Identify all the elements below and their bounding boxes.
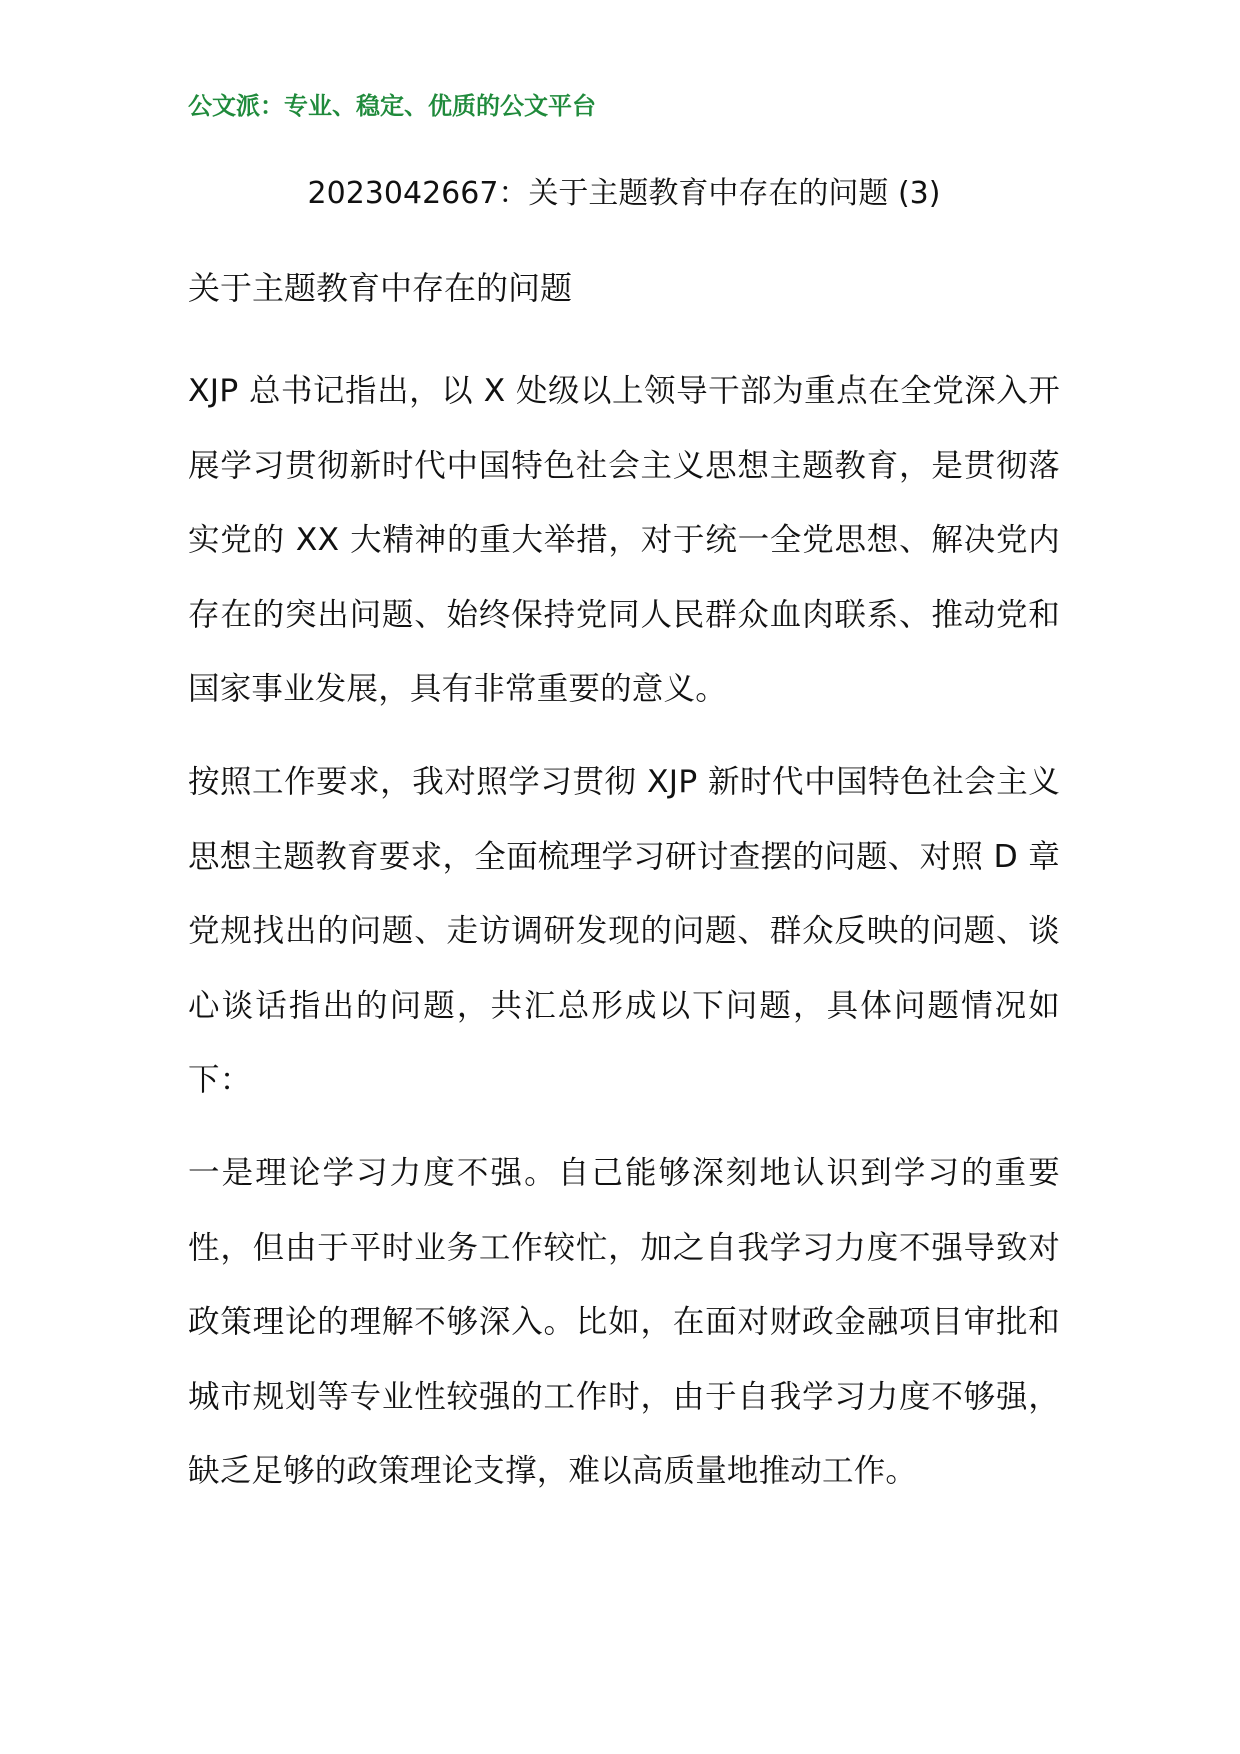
paragraph: 一是理论学习力度不强。自己能够深刻地认识到学习的重要性，但由于平时业务工作较忙，加之自我学习力度不强导致对政策理论的理解不够深入。比如，在面对财政金融项目审批和城市规划等专业性较强的工作时，由于自我学习力度不够强，缺乏足够的政策理论支撑，难以高质量地推动工作。	[188, 1154, 1060, 1490]
paragraph: XJP 总书记指出，以 X 处级以上领导干部为重点在全党深入开展学习贯彻新时代中国特色社会主义思想主题教育，是贯彻落实党的 XX 大精神的重大举措，对于统一全党思想、解决党内存在的突出问题、始终保持党同人民群众血肉联系、推动党和国家事业发展，具有非常重要的意义。	[188, 373, 1060, 708]
document-subtitle: 关于主题教育中存在的问题	[188, 269, 573, 307]
document-body	[188, 354, 1060, 1527]
paragraph: 按照工作要求，我对照学习贯彻 XJP 新时代中国特色社会主义思想主题教育要求，全面梳理学习研讨查摆的问题、对照 D 章党规找出的问题、走访调研发现的问题、群众反映的问题、谈心谈话指出的问题，共汇总形成以下问题，具体问题情况如下：	[188, 763, 1060, 1099]
document-title: 2023042667：关于主题教育中存在的问题 (3)	[307, 176, 941, 211]
header-brand-text: 公文派：专业、稳定、优质的公文平台	[188, 92, 596, 120]
